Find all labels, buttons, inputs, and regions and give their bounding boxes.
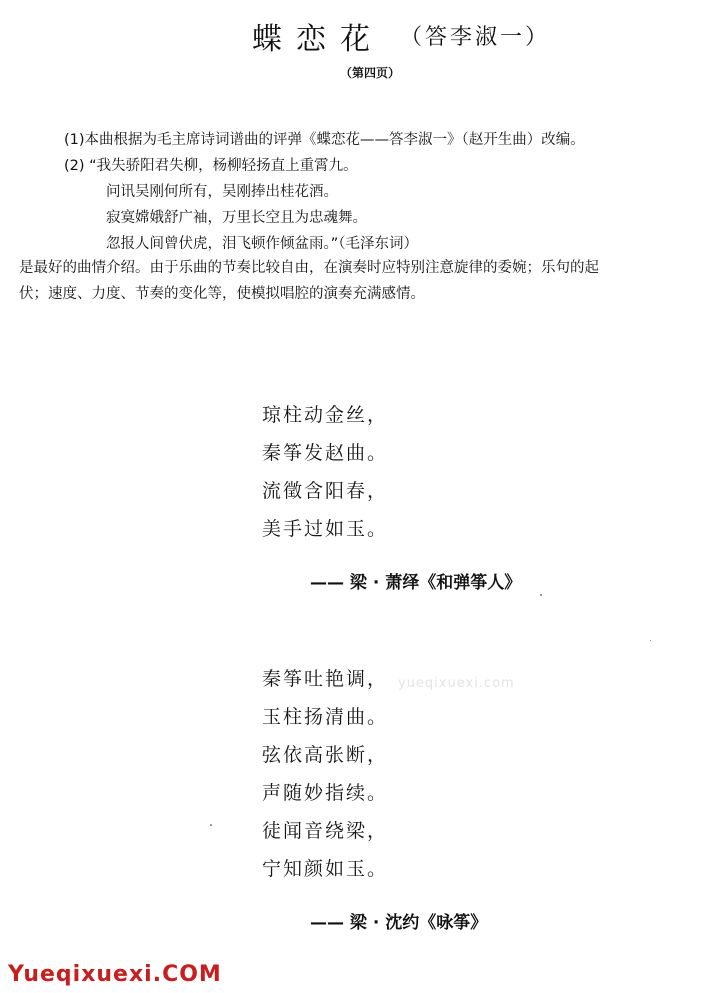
scan-speck [540,594,542,596]
note-line-1: (1)本曲根据为毛主席诗词谱曲的评弹《蝶恋花——答李淑一》（赵开生曲）改编。 [64,132,585,148]
poem1-line: 琼柱动金丝， [262,404,389,426]
poem2-line: 声随妙指续。 [262,782,389,804]
scan-speck [650,640,651,641]
watermark-middle: yueqixuexi.com [398,676,515,691]
note-line-5: 忽报人间曾伏虎，泪飞顿作倾盆雨。”（毛泽东词） [106,236,419,252]
poem1-attribution: —— 梁 · 萧绎《和弹筝人》 [310,573,522,593]
note-line-3: 问讯吴刚何所有，吴刚捧出桂花酒。 [106,184,338,200]
page-number-label: （第四页） [340,66,401,80]
poem2-line: 弦依高张断， [262,744,389,766]
poem2-line: 秦筝吐艳调， [262,668,389,690]
poem2-attribution: —— 梁 · 沈约《咏筝》 [310,913,488,933]
poem1-line: 秦筝发赵曲。 [262,442,389,464]
note-line-4: 寂寞嫦娥舒广袖，万里长空且为忠魂舞。 [106,210,367,226]
poem2-line: 玉柱扬清曲。 [262,706,389,728]
poem1-line: 美手过如玉。 [262,518,389,540]
note-line-2: (2) “我失骄阳君失柳，杨柳轻扬直上重霄九。 [64,158,358,174]
note-line-7: 伏；速度、力度、节奏的变化等，使模拟唱腔的演奏充满感情。 [19,286,425,302]
scan-speck [210,824,212,826]
watermark-logo: Yueqixuexi.COM [8,962,222,987]
page-subtitle: （答李淑一） [400,25,551,50]
page-title: 蝶恋花 [252,22,384,57]
poem1-line: 流徵含阳春， [262,480,389,502]
poem2-line: 徒闻音绕梁， [262,820,389,842]
poem2-line: 宁知颜如玉。 [262,858,389,880]
note-line-6: 是最好的曲情介绍。由于乐曲的节奏比较自由，在演奏时应特别注意旋律的委婉；乐句的起 [19,260,599,276]
